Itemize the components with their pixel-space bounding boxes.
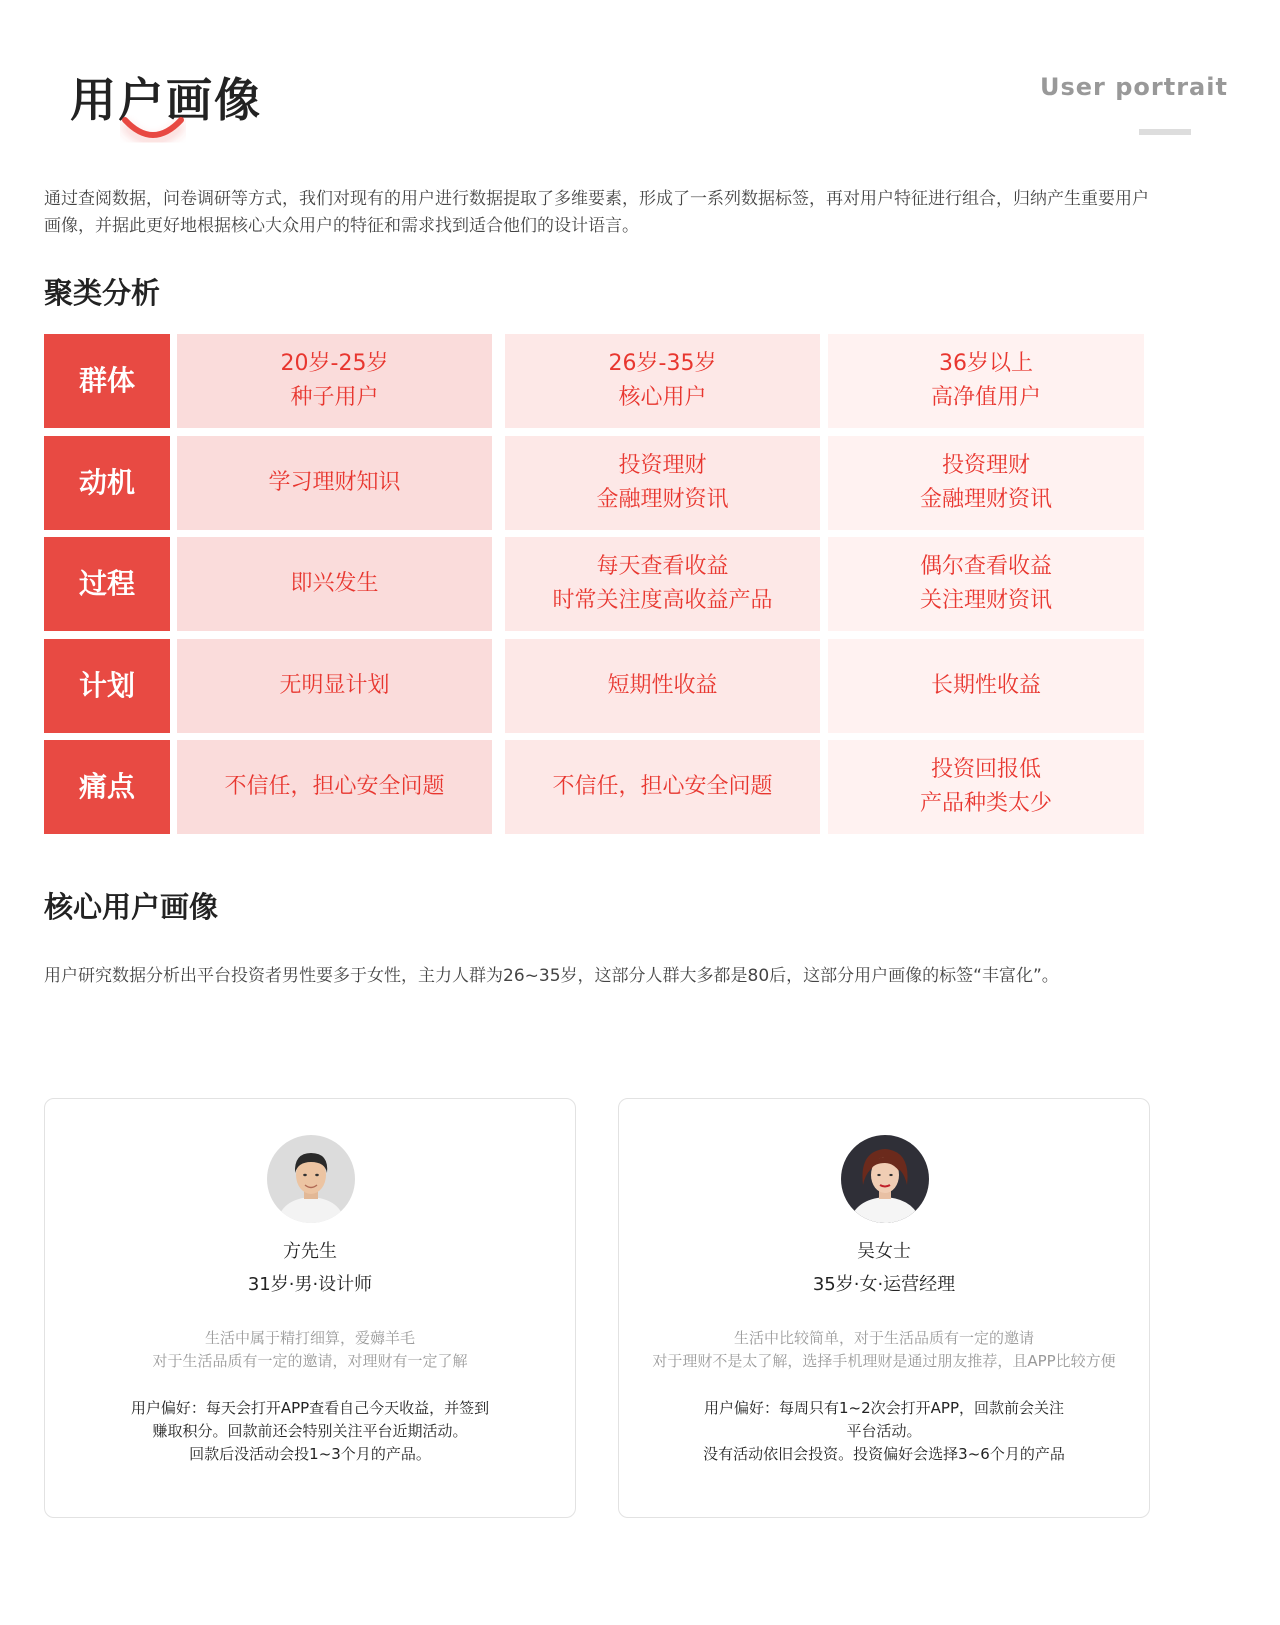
matrix-cell: 不信任，担心安全问题	[505, 740, 820, 834]
matrix-row-head: 群体	[44, 334, 170, 428]
matrix-cell: 短期性收益	[505, 639, 820, 733]
page-title: 用户画像	[70, 73, 262, 127]
intro-paragraph: 通过查阅数据，问卷调研等方式，我们对现有的用户进行数据提取了多维要素，形成了一系列数据标签，再对用户特征进行组合，归纳产生重要用户画像，并据此更好地根据核心大众用户的特征和需求找到适合他们的设计语言。	[44, 189, 1149, 236]
matrix-cell: 26岁-35岁 核心用户	[505, 334, 820, 428]
female-avatar-icon	[841, 1135, 929, 1223]
persona-name: 方先生	[283, 1241, 337, 1262]
matrix-row-head: 计划	[44, 639, 170, 733]
matrix-cell: 投资回报低 产品种类太少	[828, 740, 1144, 834]
persona-meta: 31岁·男·设计师	[247, 1274, 373, 1295]
male-avatar-icon	[267, 1135, 355, 1223]
matrix-cell: 无明显计划	[177, 639, 492, 733]
persona-name: 吴女士	[857, 1241, 911, 1262]
matrix-row-head: 过程	[44, 537, 170, 631]
matrix-cell: 36岁以上 高净值用户	[828, 334, 1144, 428]
cluster-section-title: 聚类分析	[44, 276, 161, 310]
persona-preference: 用户偏好：每天会打开APP查看自己今天收益，并签到 赚取积分。回款前还会特别关注平台近期活动。 回款后没活动会投1~3个月的产品。	[130, 1399, 490, 1463]
subtitle-underline	[1139, 129, 1191, 135]
matrix-cell: 20岁-25岁 种子用户	[177, 334, 492, 428]
page-subtitle: User portrait	[1040, 73, 1228, 101]
core-section-title: 核心用户画像	[44, 890, 219, 924]
matrix-cell: 投资理财 金融理财资讯	[828, 436, 1144, 530]
persona-lifestyle: 生活中比较简单，对于生活品质有一定的邀请 对于理财不是太了解，选择手机理财是通过朋友推荐，且APP比较方便	[652, 1329, 1116, 1370]
matrix-cell: 每天查看收益 时常关注度高收益产品	[505, 537, 820, 631]
matrix-cell: 投资理财 金融理财资讯	[505, 436, 820, 530]
matrix-cell: 长期性收益	[828, 639, 1144, 733]
avatar	[267, 1135, 355, 1223]
matrix-row-head: 动机	[44, 436, 170, 530]
persona-card	[44, 1098, 576, 1518]
persona-card	[618, 1098, 1150, 1518]
matrix-cell: 偶尔查看收益 关注理财资讯	[828, 537, 1144, 631]
cluster-matrix	[44, 334, 1144, 836]
avatar	[841, 1135, 929, 1223]
persona-lifestyle: 生活中属于精打细算，爱薅羊毛 对于生活品质有一定的邀请，对理财有一定了解	[152, 1329, 468, 1370]
core-description: 用户研究数据分析出平台投资者男性要多于女性，主力人群为26~35岁，这部分人群大多都是80后，这部分用户画像的标签“丰富化”。	[44, 966, 1059, 986]
persona-preference: 用户偏好：每周只有1~2次会打开APP，回款前会关注 平台活动。 没有活动依旧会投资。投资偏好会选择3~6个月的产品	[703, 1399, 1065, 1463]
matrix-cell: 即兴发生	[177, 537, 492, 631]
matrix-cell: 学习理财知识	[177, 436, 492, 530]
matrix-cell: 不信任，担心安全问题	[177, 740, 492, 834]
persona-meta: 35岁·女·运营经理	[812, 1274, 956, 1295]
matrix-row-head: 痛点	[44, 740, 170, 834]
smile-icon	[120, 112, 186, 152]
